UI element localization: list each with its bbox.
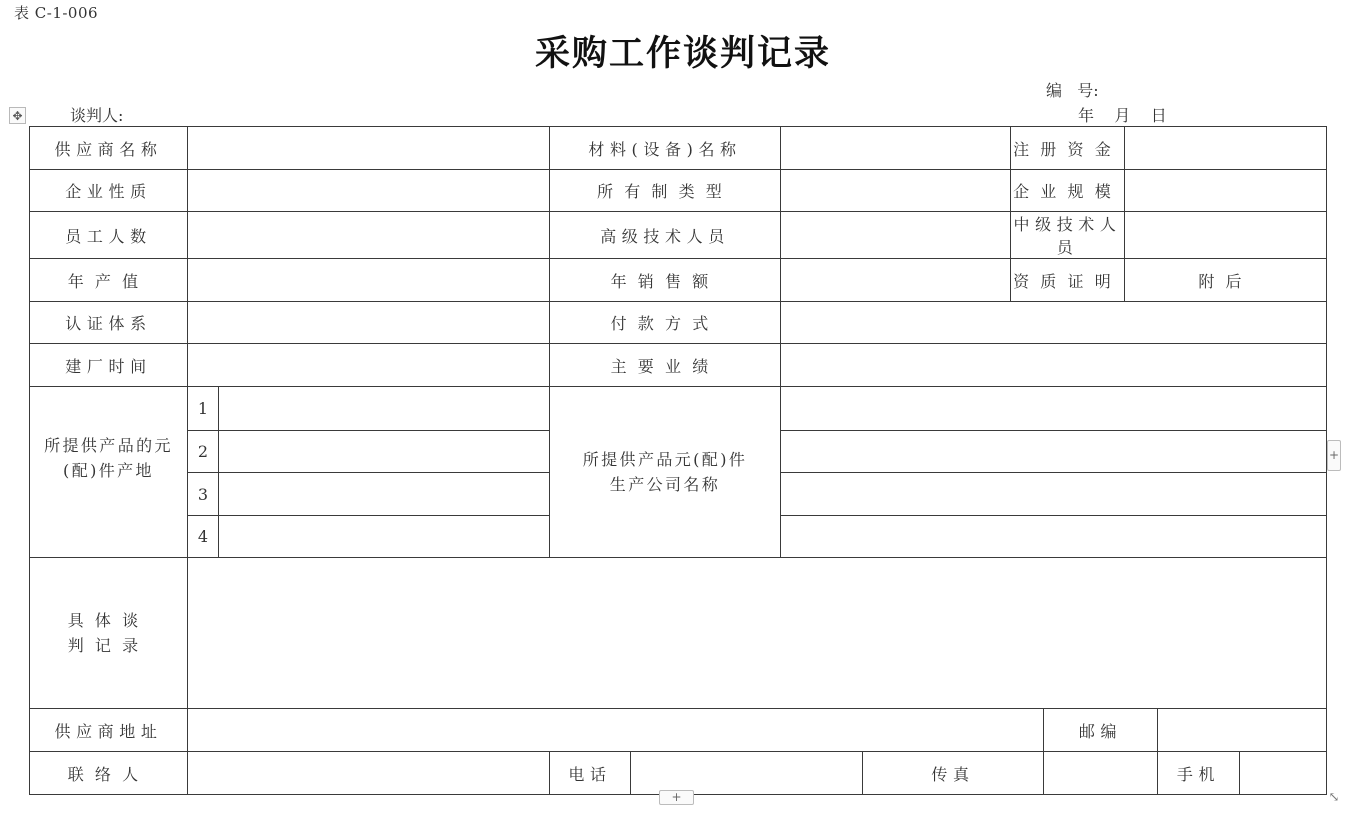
value-phone[interactable] [631,752,863,795]
label-employee-count: 员工人数 [30,212,188,259]
page-title: 采购工作谈判记录 [534,34,831,74]
table-row [30,709,1327,752]
label-annual-sales: 年销售额 [550,259,781,302]
label-qualification-cert: 资质证明 [1011,259,1125,302]
add-column-icon[interactable]: + [1327,440,1341,471]
label-postcode: 邮编 [1044,709,1158,752]
value-company-4[interactable] [781,516,1327,558]
table-resize-icon[interactable]: ⤡ [1328,790,1340,805]
label-enterprise-nature: 企业性质 [30,170,188,212]
label-component-company [550,387,781,558]
label-registered-capital: 注册资金 [1011,127,1125,170]
component-company-line1: 所提供产品元(配)件 [582,450,748,469]
form-code: 表 C-1-006 [14,4,99,22]
value-company-2[interactable] [781,431,1327,473]
value-annual-sales[interactable] [781,259,1011,302]
value-qualification-cert[interactable]: 附后 [1125,259,1327,302]
component-origin-line2: (配)件产地 [63,461,154,480]
value-supplier-name[interactable] [188,127,550,170]
label-mid-tech-staff: 中级技术人员 [1011,212,1125,259]
value-enterprise-scale[interactable] [1125,170,1327,212]
value-founded-time[interactable] [188,344,550,387]
value-origin-3[interactable] [219,473,550,516]
value-registered-capital[interactable] [1125,127,1327,170]
label-component-origin [30,387,188,558]
value-enterprise-nature[interactable] [188,170,550,212]
origin-number-4: 4 [188,516,219,558]
value-mobile[interactable] [1240,752,1326,794]
value-contact[interactable] [188,752,550,795]
label-annual-output: 年产值 [30,259,188,302]
table-move-handle-icon[interactable]: ✥ [9,107,26,124]
table-row [30,170,1327,212]
label-founded-time: 建厂时间 [30,344,188,387]
value-material-name[interactable] [781,127,1011,170]
value-senior-tech-staff[interactable] [781,212,1011,259]
date-label: 年 月 日 [1078,106,1167,125]
origin-number-3: 3 [188,473,219,516]
value-origin-1[interactable] [219,387,550,431]
label-enterprise-scale: 企业规模 [1011,170,1125,212]
serial-number-label: 编 号: [1046,81,1099,100]
origin-number-2: 2 [188,431,219,473]
table-row [30,302,1327,344]
negotiation-record-line2: 判记录 [67,636,150,655]
table-row [30,212,1327,259]
negotiator-label: 谈判人: [70,106,124,125]
label-supplier-address: 供应商地址 [30,709,188,752]
table-row [30,127,1327,170]
value-negotiation-record[interactable] [188,558,1327,709]
value-origin-2[interactable] [219,431,550,473]
table-row [30,344,1327,387]
label-payment-method: 付款方式 [550,302,781,344]
component-origin-line1: 所提供产品的元 [44,436,173,455]
value-company-3[interactable] [781,473,1327,516]
value-annual-output[interactable] [188,259,550,302]
negotiation-record-line1: 具体谈 [67,611,150,630]
label-supplier-name: 供应商名称 [30,127,188,170]
value-postcode[interactable] [1158,709,1327,752]
value-mid-tech-staff[interactable] [1125,212,1327,259]
value-ownership-type[interactable] [781,170,1011,212]
label-main-achievements: 主要业绩 [550,344,781,387]
label-certification-system: 认证体系 [30,302,188,344]
label-negotiation-record [30,558,188,709]
add-row-icon[interactable]: + [659,790,694,805]
value-company-1[interactable] [781,387,1327,431]
component-company-line2: 生产公司名称 [609,475,721,494]
value-origin-4[interactable] [219,516,550,558]
table-row [30,387,1327,431]
value-payment-method[interactable] [781,302,1327,344]
origin-number-1: 1 [188,387,219,431]
value-supplier-address[interactable] [188,709,1044,752]
table-row [30,558,1327,709]
label-mobile-wrap [1158,752,1327,795]
label-ownership-type: 所有制类型 [550,170,781,212]
value-employee-count[interactable] [188,212,550,259]
label-contact: 联络人 [30,752,188,795]
negotiation-record-table [29,126,1327,795]
table-row [30,259,1327,302]
label-material-name: 材料(设备)名称 [550,127,781,170]
label-fax: 传真 [863,752,1044,795]
value-fax[interactable] [1044,752,1158,795]
label-senior-tech-staff: 高级技术人员 [550,212,781,259]
label-phone: 电话 [550,752,631,795]
label-mobile: 手机 [1158,752,1240,794]
value-main-achievements[interactable] [781,344,1327,387]
table-row [30,752,1327,795]
value-certification-system[interactable] [188,302,550,344]
